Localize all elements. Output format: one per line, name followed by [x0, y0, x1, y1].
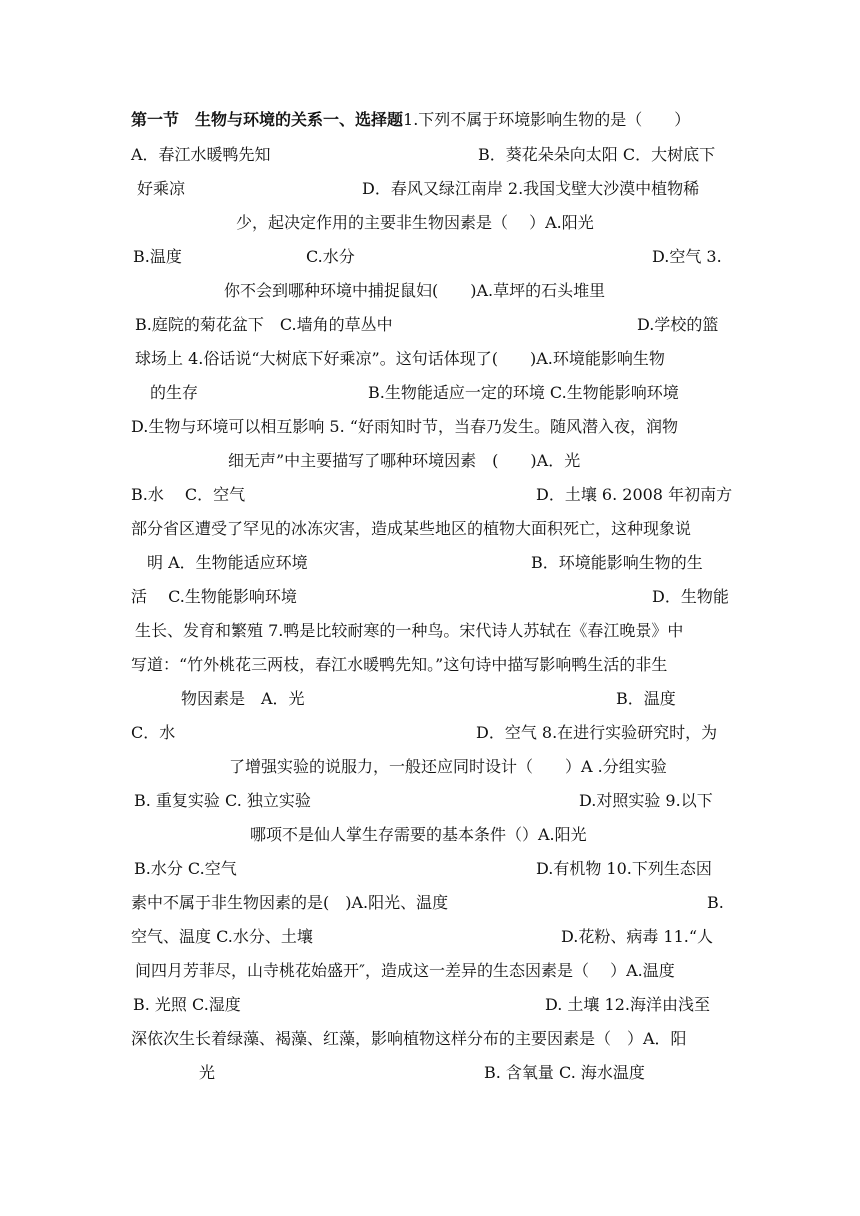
question-text: 物因素是 A．光 — [181, 689, 305, 708]
option-text: B．环境能影响生物的生 — [531, 553, 703, 572]
option-text: 空气、温度 C.水分、土壤 — [131, 927, 313, 946]
question-text: 1.下列不属于环境影响生物的是（ ） — [403, 110, 691, 129]
option-text: B．葵花朵朵向太阳 C．大树底下 — [478, 145, 716, 164]
question-text: 深依次生长着绿藻、褐藻、红藻，影响植物这样分布的主要因素是（ ）A．阳 — [131, 1029, 687, 1048]
option-text: A．春江水暖鸭先知 — [131, 145, 271, 164]
option-text: B. — [707, 893, 724, 912]
option-text: 的生存 — [150, 383, 199, 402]
option-text: D. 土壤 12.海洋由浅至 — [545, 995, 710, 1014]
text-line — [131, 106, 690, 134]
option-text: B.水分 C.空气 — [134, 859, 237, 878]
option-text: B．温度 — [616, 689, 676, 708]
option-text: D.花粉、病毒 11.“人 — [561, 927, 714, 946]
question-text: 少，起决定作用的主要非生物因素是（ ）A.阳光 — [236, 213, 594, 232]
question-text: 部分省区遭受了罕见的冰冻灾害，造成某些地区的植物大面积死亡，这种现象说 — [131, 519, 692, 538]
question-text: 间四月芳菲尽，山寺桃花始盛开″，造成这一差异的生态因素是（ ）A.温度 — [135, 961, 675, 980]
question-text: 素中不属于非生物因素的是( )A.阳光、温度 — [131, 893, 449, 912]
option-text: C.水分 — [306, 247, 355, 266]
option-text: D．生物能 — [652, 587, 729, 606]
question-text: 球场上 4.俗话说“大树底下好乘凉”。这句话体现了( )A.环境能影响生物 — [135, 349, 665, 368]
question-text: 细无声”中主要描写了哪种环境因素 ( )A．光 — [228, 451, 581, 470]
question-text: 生长、发育和繁殖 7.鸭是比较耐寒的一种鸟。宋代诗人苏轼在《春江晚景》中 — [135, 621, 684, 640]
option-text: D.有机物 10.下列生态因 — [536, 859, 712, 878]
question-text: 写道：“竹外桃花三两枝，春江水暖鸭先知。”这句诗中描写影响鸭生活的非生 — [131, 655, 668, 674]
question-text: D．春风又绿江南岸 2.我国戈壁大沙漠中植物稀 — [362, 179, 700, 198]
question-text: 哪项不是仙人掌生存需要的基本条件（）A.阳光 — [250, 825, 587, 844]
option-text: D.对照实验 9.以下 — [579, 791, 713, 810]
question-text: 了增强实验的说服力，一般还应同时设计（ ）A .分组实验 — [229, 757, 667, 776]
option-text: B. 重复实验 C. 独立实验 — [134, 791, 311, 810]
option-text: 活 C.生物能影响环境 — [131, 587, 297, 606]
option-text: B. 光照 C.湿度 — [133, 995, 241, 1014]
option-text: B.生物能适应一定的环境 C.生物能影响环境 — [368, 383, 679, 402]
option-text: 好乘凉 — [137, 179, 186, 198]
option-text: B.庭院的菊花盆下 C.墙角的草丛中 — [135, 315, 393, 334]
question-text: 你不会到哪种环境中捕捉鼠妇( )A.草坪的石头堆里 — [224, 281, 606, 300]
option-text: B.温度 — [133, 247, 182, 266]
option-text: D．土壤 6. 2008 年初南方 — [536, 485, 733, 504]
option-text: C．水 — [131, 723, 176, 742]
option-text: D．空气 8.在进行实验研究时，为 — [476, 723, 718, 742]
option-text: 明 A．生物能适应环境 — [147, 553, 308, 572]
option-text: D.学校的篮 — [637, 315, 719, 334]
option-text: D.空气 3. — [652, 247, 722, 266]
section-title: 第一节 生物与环境的关系一、选择题 — [131, 110, 404, 129]
option-text: B. 含氧量 C. 海水温度 — [484, 1063, 645, 1082]
option-text: 光 — [199, 1063, 216, 1082]
question-text: D.生物与环境可以相互影响 5. “好雨知时节，当春乃发生。随风潜入夜，润物 — [131, 417, 678, 436]
option-text: B.水 C．空气 — [131, 485, 246, 504]
